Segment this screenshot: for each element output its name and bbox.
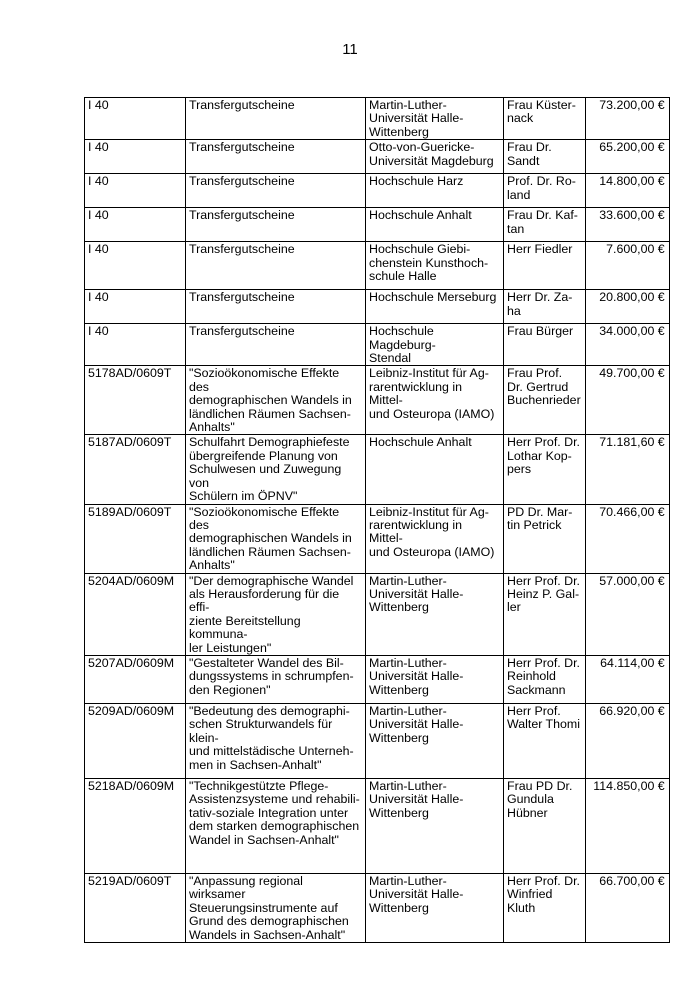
institution-cell: Martin-Luther- Universität Halle- Wittenberg [366, 655, 504, 703]
table-row [85, 140, 670, 174]
table-row [85, 504, 670, 573]
table-row [85, 324, 670, 366]
table-row [85, 873, 670, 942]
amount-cell: 65.200,00 € [585, 140, 669, 174]
project-title-cell: "Gestalteter Wandel des Bil- dungssystems in schrumpfen- den Regionen" [186, 655, 366, 703]
project-title-cell: "Bedeutung des demographi- schen Strukturwandels für klein- und mittelstädische Unterneh- men in Sachsen-Anhalt" [186, 703, 366, 778]
table-row [85, 655, 670, 703]
amount-cell: 14.800,00 € [585, 174, 669, 208]
institution-cell: Hochschule Magdeburg- Stendal [366, 324, 504, 366]
table-row [85, 435, 670, 504]
contact-person-cell: Prof. Dr. Ro- land [504, 174, 586, 208]
amount-cell: 20.800,00 € [585, 290, 669, 324]
amount-cell: 66.700,00 € [585, 873, 669, 942]
project-title-cell: Transfergutscheine [186, 290, 366, 324]
contact-person-cell: Herr Prof. Dr. Reinhold Sackmann [504, 655, 586, 703]
contact-person-cell: Herr Prof. Dr. Winfried Kluth [504, 873, 586, 942]
institution-cell: Otto-von-Guericke- Universität Magdeburg [366, 140, 504, 174]
project-title-cell: Transfergutscheine [186, 174, 366, 208]
amount-cell: 33.600,00 € [585, 208, 669, 242]
project-title-cell: Schulfahrt Demographiefeste übergreifende Planung von Schulwesen und Zuwegung von Schülern im ÖPNV" [186, 435, 366, 504]
contact-person-cell: Herr Prof. Dr. Heinz P. Gal- ler [504, 573, 586, 655]
institution-cell: Hochschule Anhalt [366, 435, 504, 504]
amount-cell: 64.114,00 € [585, 655, 669, 703]
project-id-cell: I 40 [85, 140, 186, 174]
project-id-cell: I 40 [85, 242, 186, 290]
contact-person-cell: Herr Prof. Walter Thomi [504, 703, 586, 778]
contact-person-cell: Herr Dr. Za- ha [504, 290, 586, 324]
institution-cell: Martin-Luther- Universität Halle- Wittenberg [366, 873, 504, 942]
project-id-cell: 5187AD/0609T [85, 435, 186, 504]
contact-person-cell: Herr Fiedler [504, 242, 586, 290]
institution-cell: Martin-Luther- Universität Halle- Wittenberg [366, 573, 504, 655]
table-row [85, 208, 670, 242]
project-id-cell: I 40 [85, 290, 186, 324]
project-title-cell: Transfergutscheine [186, 324, 366, 366]
table-row [85, 290, 670, 324]
contact-person-cell: Frau Küster- nack [504, 98, 586, 140]
project-id-cell: I 40 [85, 98, 186, 140]
contact-person-cell: Frau Dr. Sandt [504, 140, 586, 174]
table-row [85, 174, 670, 208]
institution-cell: Leibniz-Institut für Ag- rarentwicklung in Mittel- und Osteuropa (IAMO) [366, 504, 504, 573]
project-id-cell: 5207AD/0609M [85, 655, 186, 703]
project-title-cell: Transfergutscheine [186, 242, 366, 290]
table-row [85, 366, 670, 435]
table-row [85, 778, 670, 873]
institution-cell: Hochschule Merseburg [366, 290, 504, 324]
project-title-cell: "Der demographische Wandel als Herausforderung für die effi- ziente Bereitstellung kommuna- ler Leistungen" [186, 573, 366, 655]
project-id-cell: 5204AD/0609M [85, 573, 186, 655]
contact-person-cell: Frau Bürger [504, 324, 586, 366]
amount-cell: 70.466,00 € [585, 504, 669, 573]
contact-person-cell: PD Dr. Mar- tin Petrick [504, 504, 586, 573]
amount-cell: 49.700,00 € [585, 366, 669, 435]
table-row [85, 703, 670, 778]
institution-cell: Martin-Luther- Universität Halle- Wittenberg [366, 703, 504, 778]
amount-cell: 71.181,60 € [585, 435, 669, 504]
project-title-cell: Transfergutscheine [186, 208, 366, 242]
table-row [85, 242, 670, 290]
amount-cell: 34.000,00 € [585, 324, 669, 366]
project-id-cell: I 40 [85, 208, 186, 242]
project-title-cell: Transfergutscheine [186, 140, 366, 174]
project-id-cell: I 40 [85, 174, 186, 208]
project-id-cell: I 40 [85, 324, 186, 366]
contact-person-cell: Frau Dr. Kaf- tan [504, 208, 586, 242]
project-id-cell: 5219AD/0609T [85, 873, 186, 942]
project-id-cell: 5178AD/0609T [85, 366, 186, 435]
amount-cell: 57.000,00 € [585, 573, 669, 655]
amount-cell: 66.920,00 € [585, 703, 669, 778]
funding-table [84, 97, 670, 943]
project-title-cell: "Technikgestützte Pflege- Assistenzsysteme und rehabili- tativ-soziale Integration unter dem starken demographischen Wandel in Sachsen-Anhalt" [186, 778, 366, 873]
amount-cell: 73.200,00 € [585, 98, 669, 140]
project-title-cell: "Sozioökonomische Effekte des demographischen Wandels in ländlichen Räumen Sachsen- Anhalts" [186, 366, 366, 435]
contact-person-cell: Frau Prof. Dr. Gertrud Buchenrieder [504, 366, 586, 435]
table-row [85, 573, 670, 655]
contact-person-cell: Frau PD Dr. Gundula Hübner [504, 778, 586, 873]
project-title-cell: "Anpassung regional wirksamer Steuerungsinstrumente auf Grund des demographischen Wandels in Sachsen-Anhalt" [186, 873, 366, 942]
project-title-cell: "Sozioökonomische Effekte des demographischen Wandels in ländlichen Räumen Sachsen- Anhalts" [186, 504, 366, 573]
contact-person-cell: Herr Prof. Dr. Lothar Kop- pers [504, 435, 586, 504]
table-row [85, 98, 670, 140]
institution-cell: Hochschule Harz [366, 174, 504, 208]
institution-cell: Leibniz-Institut für Ag- rarentwicklung in Mittel- und Osteuropa (IAMO) [366, 366, 504, 435]
amount-cell: 114.850,00 € [585, 778, 669, 873]
project-id-cell: 5189AD/0609T [85, 504, 186, 573]
institution-cell: Hochschule Giebi- chenstein Kunsthoch- schule Halle [366, 242, 504, 290]
project-id-cell: 5209AD/0609M [85, 703, 186, 778]
amount-cell: 7.600,00 € [585, 242, 669, 290]
institution-cell: Martin-Luther- Universität Halle- Wittenberg [366, 98, 504, 140]
page-number: 11 [342, 41, 358, 58]
institution-cell: Hochschule Anhalt [366, 208, 504, 242]
project-id-cell: 5218AD/0609M [85, 778, 186, 873]
project-title-cell: Transfergutscheine [186, 98, 366, 140]
institution-cell: Martin-Luther- Universität Halle- Wittenberg [366, 778, 504, 873]
